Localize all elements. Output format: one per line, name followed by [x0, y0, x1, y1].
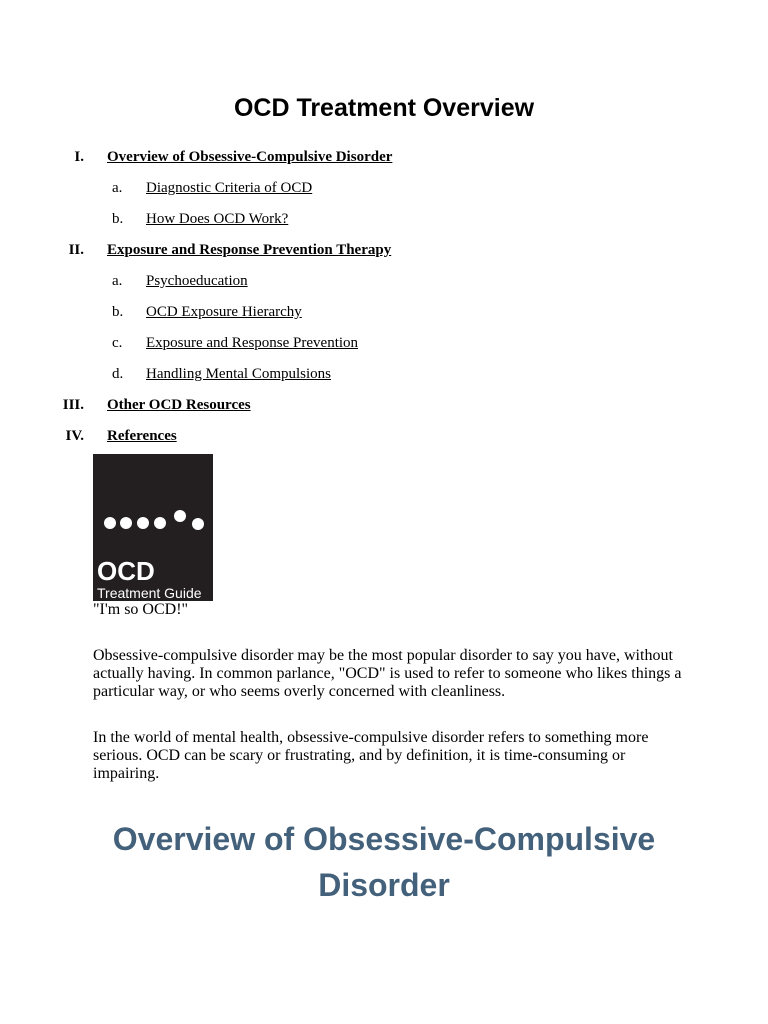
- section-heading-line: Disorder: [318, 867, 450, 903]
- toc-letter: a.: [112, 273, 123, 289]
- toc-letter: c.: [112, 335, 123, 351]
- toc-link-erp-therapy[interactable]: Exposure and Response Prevention Therapy: [107, 242, 392, 258]
- toc-letter: b.: [112, 304, 124, 320]
- toc-number: IV.: [65, 428, 84, 444]
- section-heading: [0, 816, 768, 908]
- toc-link-erp[interactable]: Exposure and Response Prevention: [146, 335, 359, 351]
- toc-letter: d.: [112, 366, 124, 382]
- toc-link-overview[interactable]: Overview of Obsessive-Compulsive Disorder: [107, 149, 393, 165]
- toc-link-diagnostic-criteria[interactable]: Diagnostic Criteria of OCD: [146, 180, 313, 196]
- paragraph: In the world of mental health, obsessive-compulsive disorder refers to something more serious. OCD can be scary or frustrating, and by definition, it is time-consuming or impairing.: [93, 729, 649, 782]
- toc-link-how-ocd-works[interactable]: How Does OCD Work?: [146, 211, 289, 227]
- toc-link-other-resources[interactable]: Other OCD Resources: [107, 397, 251, 413]
- toc-number: III.: [62, 397, 84, 413]
- image-caption: "I'm so OCD!": [93, 601, 189, 618]
- toc-letter: b.: [112, 211, 124, 227]
- page-title: OCD Treatment Overview: [233, 94, 535, 122]
- paragraph: Obsessive-compulsive disorder may be the most popular disorder to say you have, without actually having. In common parlance, "OCD" is used to refer to someone who likes things a particular way, or who seems overly concerned with cleanliness.: [93, 647, 682, 700]
- toc-number: I.: [74, 149, 84, 165]
- toc-link-psychoeducation[interactable]: Psychoeducation: [146, 273, 248, 289]
- section-heading-line: Overview of Obsessive-Compulsive: [112, 821, 656, 857]
- ocd-treatment-guide-logo: [93, 454, 213, 601]
- toc-letter: a.: [112, 180, 123, 196]
- toc-link-references[interactable]: References: [107, 428, 177, 444]
- toc-link-exposure-hierarchy[interactable]: OCD Exposure Hierarchy: [146, 304, 302, 320]
- toc-link-mental-compulsions[interactable]: Handling Mental Compulsions: [146, 366, 331, 382]
- toc-number: II.: [68, 242, 84, 258]
- logo-subtitle: Treatment Guide: [97, 585, 202, 601]
- logo-word: OCD: [97, 556, 155, 586]
